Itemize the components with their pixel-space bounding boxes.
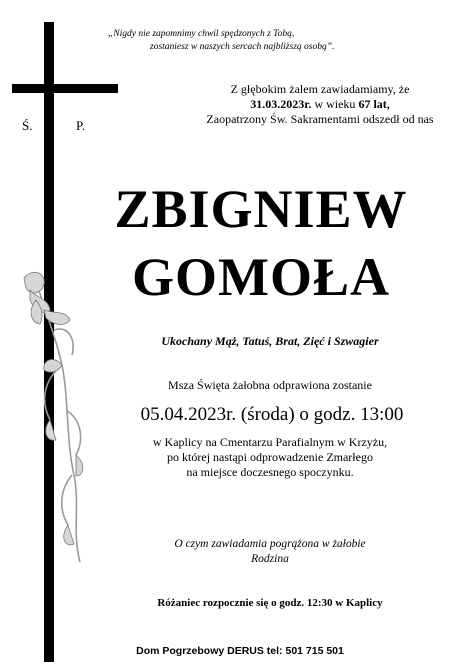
announcement-intro [180, 82, 460, 127]
quote [80, 28, 450, 54]
deceased-first-name: ZBIGNIEW [114, 179, 408, 239]
sp-s: Ś. [22, 118, 33, 133]
mass-place [120, 435, 420, 480]
cross-crossbar [12, 84, 118, 93]
place-line-1: w Kaplicy na Cmentarzu Parafialnym w Krzyżu, [152, 435, 388, 449]
lily-icon [14, 270, 94, 570]
death-date: 31.03.2023r. [250, 97, 312, 111]
mass-datetime: 05.04.2023r. (środa) o godz. 13:00 [140, 404, 404, 425]
notify-line-1: O czym zawiadamia pogrążona w żałobie [174, 538, 366, 550]
intro-line-1: Z głębokim żalem zawiadamiamy, że [230, 82, 410, 96]
mass-intro: Msza Święta żałobna odprawiona zostanie [168, 378, 372, 392]
intro-line-2 [180, 97, 460, 112]
funeral-home-contact: Dom Pogrzebowy DERUS tel: 501 715 501 [136, 645, 344, 657]
sp-p: P. [76, 118, 86, 133]
family-roles: Ukochany Mąż, Tatuś, Brat, Zięć i Szwagier [161, 334, 379, 348]
place-line-2: po której nastąpi odprowadzenie Zmarłego [167, 450, 373, 464]
age: 67 lat, [358, 97, 390, 111]
quote-line-2: zostaniesz w naszych sercach najbliższą osobą”. [150, 42, 335, 52]
deceased-last-name: GOMOŁA [132, 247, 390, 307]
intro-line-3: Zaopatrzony Św. Sakramentami odszedł od nas [206, 112, 434, 126]
age-prefix: w wieku [314, 97, 356, 111]
notify [120, 537, 420, 567]
place-line-3: na miejsce doczesnego spoczynku. [186, 465, 354, 479]
quote-line-1: „Nigdy nie zapomnimy chwil spędzonych z Tobą, [108, 29, 295, 39]
rosary-notice: Różaniec rozpocznie się o godz. 12:30 w Kaplicy [157, 597, 383, 609]
notify-line-2: Rodzina [251, 553, 289, 565]
